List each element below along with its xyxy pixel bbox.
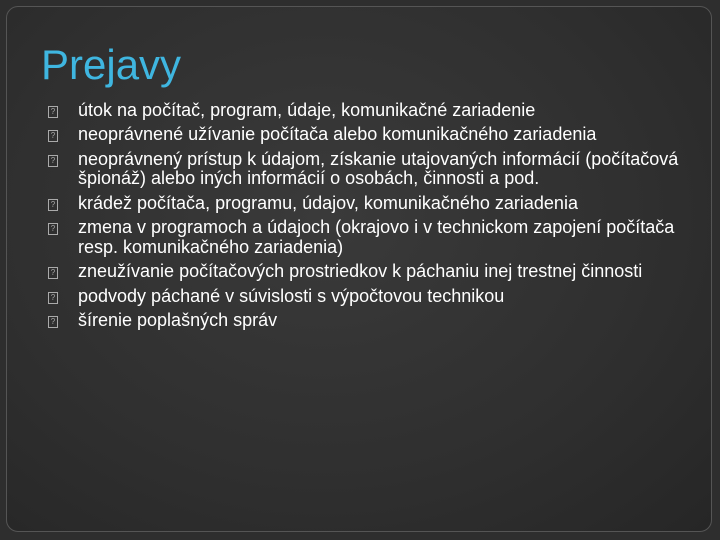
bullet-box-icon: ? [48, 316, 58, 328]
bullet-text: útok na počítač, program, údaje, komunikačné zariadenie [78, 100, 536, 120]
bullet-box-icon: ? [48, 267, 58, 279]
list-item [48, 125, 688, 145]
bullet-box-icon: ? [48, 155, 58, 167]
bullet-list [48, 101, 688, 335]
bullet-text: zmena v programoch a údajoch (okrajovo i v technickom zapojení počítača resp. komunikačného zariadenia) [78, 217, 675, 257]
bullet-text: zneužívanie počítačových prostriedkov k páchaniu inej trestnej činnosti [78, 261, 643, 282]
bullet-text: neoprávnené užívanie počítača alebo komunikačného zariadenia [78, 124, 597, 145]
list-item [48, 218, 688, 257]
bullet-box-icon: ? [48, 223, 58, 235]
list-item [48, 101, 688, 121]
list-item [48, 262, 688, 282]
bullet-box-icon: ? [48, 106, 58, 118]
bullet-text: šírenie poplašných správ [78, 309, 278, 330]
bullet-box-icon: ? [48, 199, 58, 211]
bullet-box-icon: ? [48, 130, 58, 142]
slide-title: Prejavy [41, 41, 182, 88]
bullet-text: krádež počítača, programu, údajov, komunikačného zariadenia [78, 192, 578, 213]
list-item [48, 150, 688, 189]
list-item [48, 194, 688, 214]
list-item [48, 287, 688, 307]
list-item [48, 311, 688, 331]
bullet-text: neoprávnený prístup k údajom, získanie utajovaných informácií (počítačová špionáž) alebo iných informácií o osobách, činnosti a pod. [78, 148, 679, 189]
bullet-text: podvody páchané v súvislosti s výpočtovou technikou [78, 285, 505, 306]
bullet-box-icon: ? [48, 292, 58, 304]
